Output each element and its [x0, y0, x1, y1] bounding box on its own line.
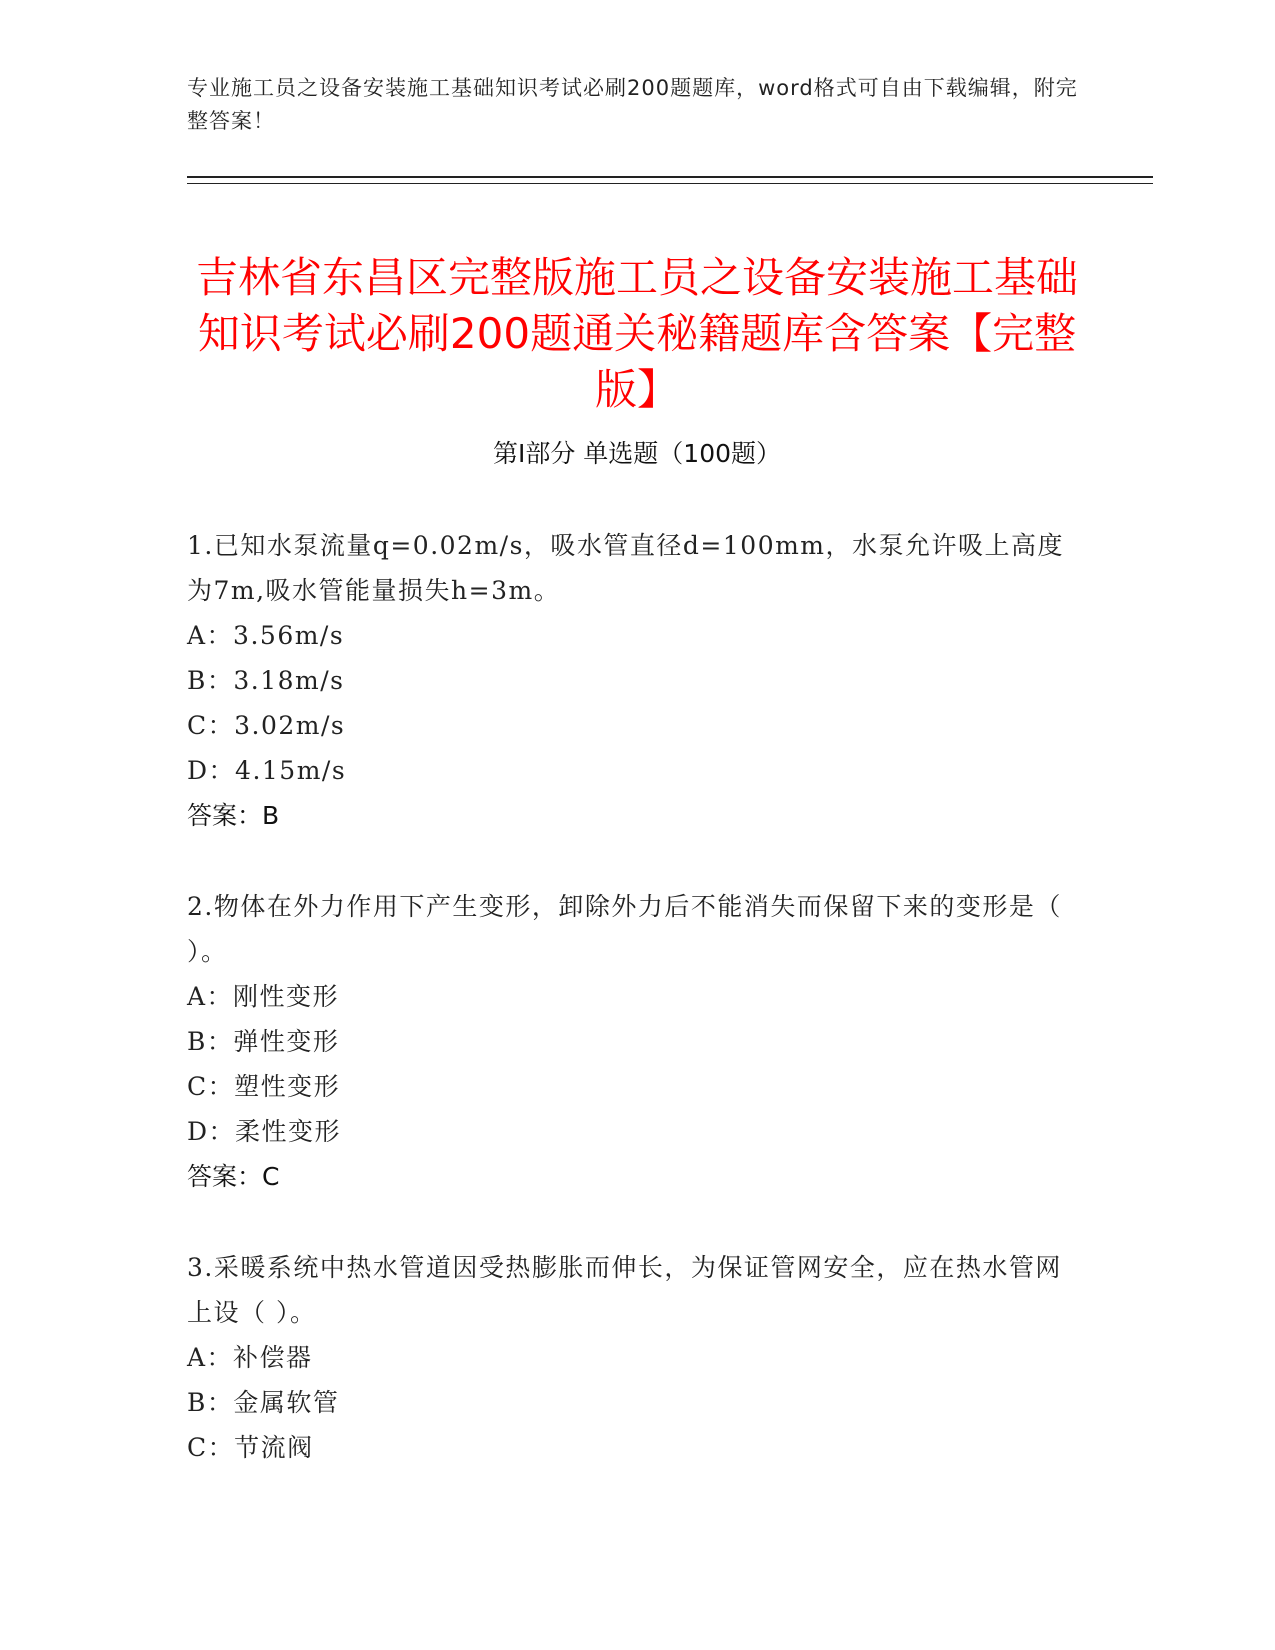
- option-c: C：塑性变形: [187, 1072, 341, 1101]
- answer: 答案：C: [187, 1162, 280, 1191]
- question-stem: 2.物体在外力作用下产生变形，卸除外力后不能消失而保留下来的变形是（ ）。: [187, 892, 1062, 966]
- document-title: 吉林省东昌区完整版施工员之设备安装施工基础知识考试必刷200题通关秘籍题库含答案【完整版】: [195, 253, 1078, 415]
- header-note: 专业施工员之设备安装施工基础知识考试必刷200题题库，word格式可自由下载编辑，附完整答案！: [187, 76, 1078, 133]
- header-rule-thin: [187, 183, 1153, 184]
- section-title: 第Ⅰ部分 单选题（100题）: [492, 439, 782, 468]
- option-b: B：金属软管: [187, 1388, 340, 1417]
- option-b: B：弹性变形: [187, 1027, 340, 1056]
- question-2: [187, 884, 1067, 1199]
- option-c: C：3.02m/s: [187, 711, 346, 740]
- question-1: [187, 523, 1067, 838]
- option-d: D：柔性变形: [187, 1117, 342, 1146]
- answer: 答案：B: [187, 801, 280, 830]
- option-a: A：3.56m/s: [187, 621, 345, 650]
- question-list: [187, 523, 1067, 1516]
- question-stem: 3.采暖系统中热水管道因受热膨胀而伸长，为保证管网安全，应在热水管网上设（ ）。: [187, 1253, 1062, 1327]
- question-stem: 1.已知水泵流量q=0.02m/s，吸水管直径d=100mm，水泵允许吸上高度为7m,吸水管能量损失h=3m。: [187, 531, 1065, 605]
- option-c: C：节流阀: [187, 1433, 314, 1462]
- option-a: A：补偿器: [187, 1343, 313, 1372]
- option-b: B：3.18m/s: [187, 666, 345, 695]
- question-3: [187, 1245, 1067, 1470]
- header-rule-thick: [187, 176, 1153, 178]
- option-a: A：刚性变形: [187, 982, 340, 1011]
- option-d: D：4.15m/s: [187, 756, 347, 785]
